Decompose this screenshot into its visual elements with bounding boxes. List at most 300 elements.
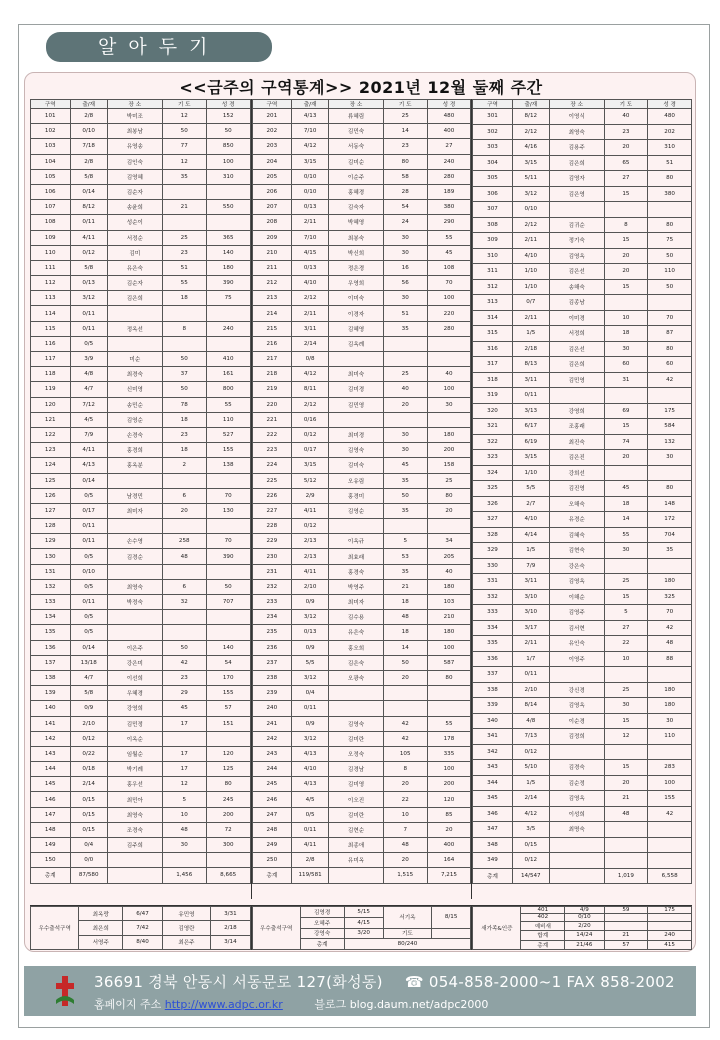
table-cell: 180 xyxy=(427,625,471,640)
table-cell: 224 xyxy=(252,458,291,473)
table-cell xyxy=(648,822,692,838)
table-cell: 홍오희 xyxy=(329,640,384,655)
table-cell: 280 xyxy=(427,169,471,184)
table-row xyxy=(473,806,692,822)
table-cell: 1/5 xyxy=(512,775,549,791)
table-cell: 800 xyxy=(206,382,250,397)
table-row xyxy=(252,686,471,701)
table-cell: 0/5 xyxy=(70,488,107,503)
column-header: 장 소 xyxy=(107,100,162,109)
table-cell: 3/13 xyxy=(512,403,549,419)
table-row xyxy=(252,595,471,610)
table-row xyxy=(473,388,692,404)
table-cell: 김은영 xyxy=(549,186,604,202)
table-cell: 30 xyxy=(604,698,648,714)
table-cell: 이성희 xyxy=(549,806,604,822)
table-cell: 23 xyxy=(604,124,648,140)
table-cell: 박혜영 xyxy=(329,215,384,230)
table-cell: 30 xyxy=(383,230,427,245)
table-cell: 김영혜 xyxy=(107,169,162,184)
table-cell: 4/12 xyxy=(292,139,329,154)
table-cell: 3/11 xyxy=(292,321,329,336)
table-row xyxy=(31,109,251,124)
table-cell: 105 xyxy=(383,746,427,761)
table-cell: 309 xyxy=(473,233,512,249)
table-cell: 송민순 xyxy=(107,397,162,412)
summary-cell: 유민영 xyxy=(162,907,210,921)
table-cell: 15 xyxy=(604,419,648,435)
table-cell: 133 xyxy=(31,595,71,610)
table-cell: 25 xyxy=(604,574,648,590)
table-cell: 서정희 xyxy=(549,326,604,342)
table-row xyxy=(31,291,251,306)
table-cell: 21 xyxy=(383,579,427,594)
table-row xyxy=(31,822,251,837)
table-cell: 0/5 xyxy=(70,549,107,564)
table-cell: 4/14 xyxy=(512,527,549,543)
table-cell: 20 xyxy=(383,670,427,685)
table-cell: 1,456 xyxy=(162,868,206,883)
table-cell: 김서현 xyxy=(549,620,604,636)
table-cell: 손수영 xyxy=(107,534,162,549)
table-cell: 232 xyxy=(252,579,291,594)
table-cell: 110 xyxy=(206,412,250,427)
table-cell: 302 xyxy=(473,124,512,140)
summary-label: 우수출석구역 xyxy=(252,907,300,950)
table-cell xyxy=(604,465,648,481)
table-cell: 80 xyxy=(427,488,471,503)
table-cell: 0/12 xyxy=(512,744,549,760)
table-cell: 29 xyxy=(162,686,206,701)
table-cell xyxy=(549,388,604,404)
table-cell: 3/12 xyxy=(512,186,549,202)
table-row xyxy=(252,109,471,124)
table-cell: 225 xyxy=(252,473,291,488)
table-cell: 4/7 xyxy=(70,382,107,397)
table-cell: 최봉숙 xyxy=(329,230,384,245)
table-row xyxy=(31,701,251,716)
table-cell: 480 xyxy=(648,109,692,125)
table-row xyxy=(252,473,471,488)
table-cell: 51 xyxy=(162,260,206,275)
table-cell: 283 xyxy=(648,760,692,776)
table-cell: 김경순 xyxy=(107,549,162,564)
table-cell: 313 xyxy=(473,295,512,311)
table-cell: 30 xyxy=(648,450,692,466)
table-cell xyxy=(107,868,162,883)
table-cell: 25 xyxy=(162,230,206,245)
table-cell: 2/10 xyxy=(292,579,329,594)
table-cell: 550 xyxy=(206,200,250,215)
table-cell: 315 xyxy=(473,326,512,342)
table-cell: 30 xyxy=(648,713,692,729)
table-row xyxy=(473,295,692,311)
table-cell: 584 xyxy=(648,419,692,435)
table-cell: 2/12 xyxy=(292,397,329,412)
table-cell xyxy=(107,306,162,321)
table-cell xyxy=(604,295,648,311)
table-cell: 339 xyxy=(473,698,512,714)
table-cell: 1/7 xyxy=(512,651,549,667)
summary-cell: 기도 xyxy=(383,928,431,939)
column-header: 출/재 xyxy=(512,100,549,109)
table-cell: 380 xyxy=(427,200,471,215)
table-cell: 117 xyxy=(31,352,71,367)
table-cell: 203 xyxy=(252,139,291,154)
table-cell: 8/12 xyxy=(512,109,549,125)
table-cell: 23 xyxy=(162,427,206,442)
table-cell: 5/10 xyxy=(512,760,549,776)
table-row xyxy=(252,853,471,868)
table-row xyxy=(473,744,692,760)
table-cell: 312 xyxy=(473,279,512,295)
table-cell: 104 xyxy=(31,154,71,169)
table-cell: 6/19 xyxy=(512,434,549,450)
table-cell: 1/10 xyxy=(512,279,549,295)
table-cell: 김주희 xyxy=(107,838,162,853)
table-cell: 300 xyxy=(206,838,250,853)
table-cell: 이경자 xyxy=(329,306,384,321)
table-cell: 229 xyxy=(252,534,291,549)
table-row xyxy=(31,731,251,746)
table-cell: 25 xyxy=(604,682,648,698)
table-cell: 319 xyxy=(473,388,512,404)
table-cell: 226 xyxy=(252,488,291,503)
table-cell: 최민아 xyxy=(107,792,162,807)
table-row xyxy=(31,230,251,245)
table-cell: 5 xyxy=(383,534,427,549)
table-cell: 200 xyxy=(427,777,471,792)
table-cell: 3/15 xyxy=(512,450,549,466)
column-header: 장 소 xyxy=(549,100,604,109)
table-cell: 206 xyxy=(252,184,291,199)
table-row xyxy=(252,534,471,549)
table-cell: 50 xyxy=(383,488,427,503)
homepage-link[interactable]: http://www.adpc.or.kr xyxy=(164,998,283,1011)
table-cell: 0/10 xyxy=(512,202,549,218)
table-cell: 김미경 xyxy=(329,382,384,397)
table-cell: 홍혜경 xyxy=(329,184,384,199)
table-cell: 최경숙 xyxy=(107,367,162,382)
table-cell: 1/5 xyxy=(512,543,549,559)
table-cell: 이영식 xyxy=(549,109,604,125)
table-row xyxy=(473,589,692,605)
table-cell: 35 xyxy=(383,473,427,488)
table-cell: 14 xyxy=(604,512,648,528)
table-cell: 강영희 xyxy=(549,403,604,419)
table-row xyxy=(252,139,471,154)
summary-cell: 김영란 xyxy=(162,921,210,935)
table-row xyxy=(252,610,471,625)
table-cell: 21 xyxy=(162,200,206,215)
table-cell: 유은숙 xyxy=(107,260,162,275)
table-cell xyxy=(329,868,384,883)
table-cell: 207 xyxy=(252,200,291,215)
table-cell: 8/12 xyxy=(70,200,107,215)
table-cell: 139 xyxy=(31,686,71,701)
table-cell: 4/10 xyxy=(512,512,549,528)
table-cell: 0/11 xyxy=(70,215,107,230)
table-cell: 송윤희 xyxy=(107,200,162,215)
table-row xyxy=(31,503,251,518)
table-cell: 15 xyxy=(604,279,648,295)
table-row xyxy=(252,777,471,792)
table-cell xyxy=(206,215,250,230)
table-cell: 총계 xyxy=(473,868,512,884)
column-header: 구역 xyxy=(473,100,512,109)
table-cell: 290 xyxy=(427,215,471,230)
table-cell: 31 xyxy=(604,372,648,388)
table-cell: 0/13 xyxy=(292,260,329,275)
table-cell: 김영숙 xyxy=(329,716,384,731)
table-cell xyxy=(549,744,604,760)
summary-block-1 xyxy=(30,906,251,950)
table-cell: 최미자 xyxy=(329,595,384,610)
table-cell: 80 xyxy=(648,481,692,497)
table-cell: 119 xyxy=(31,382,71,397)
table-cell: 30 xyxy=(604,543,648,559)
table-cell: 48 xyxy=(383,610,427,625)
table-cell: 최영숙 xyxy=(549,124,604,140)
table-cell: 0/11 xyxy=(70,534,107,549)
table-cell: 140 xyxy=(31,701,71,716)
table-cell: 72 xyxy=(206,822,250,837)
table-cell: 김은희 xyxy=(107,291,162,306)
table-cell: 172 xyxy=(648,512,692,528)
table-row xyxy=(31,564,251,579)
table-cell: 45 xyxy=(383,458,427,473)
table-cell: 3/9 xyxy=(70,352,107,367)
table-cell: 100 xyxy=(206,154,250,169)
table-cell: 1,019 xyxy=(604,868,648,884)
column-header: 구역 xyxy=(252,100,291,109)
table-cell: 최영숙 xyxy=(107,579,162,594)
table-cell xyxy=(604,853,648,869)
table-cell: 102 xyxy=(31,124,71,139)
table-cell: 161 xyxy=(206,367,250,382)
table-header-row xyxy=(473,100,692,109)
table-cell: 342 xyxy=(473,744,512,760)
table-cell: 158 xyxy=(427,458,471,473)
district-column-200 xyxy=(251,99,472,899)
table-cell: 164 xyxy=(427,853,471,868)
table-cell: 김인숙 xyxy=(107,154,162,169)
table-cell: 55 xyxy=(427,230,471,245)
table-cell: 유인숙 xyxy=(549,636,604,652)
table-row xyxy=(31,154,251,169)
summary-cell xyxy=(648,921,692,930)
table-row xyxy=(473,124,692,140)
table-row xyxy=(473,109,692,125)
table-cell: 107 xyxy=(31,200,71,215)
phone-fax-text: ☎ 054-858-2000~1 FAX 858-2002 xyxy=(404,973,675,991)
table-cell: 3/5 xyxy=(512,822,549,838)
table-cell: 강은숙 xyxy=(549,558,604,574)
district-column-100 xyxy=(30,99,251,899)
table-cell: 10 xyxy=(604,310,648,326)
column-header: 기 도 xyxy=(162,100,206,109)
table-cell: 박정숙 xyxy=(107,595,162,610)
table-cell: 75 xyxy=(648,233,692,249)
table-cell: 3/15 xyxy=(512,155,549,171)
table-cell: 30 xyxy=(604,341,648,357)
table-cell: 27 xyxy=(604,620,648,636)
table-cell: 70 xyxy=(427,276,471,291)
table-cell: 37 xyxy=(162,367,206,382)
table-cell: 0/7 xyxy=(512,295,549,311)
table-cell: 1,515 xyxy=(383,868,427,883)
table-cell: 236 xyxy=(252,640,291,655)
district-column-300 xyxy=(471,99,692,899)
table-cell: 280 xyxy=(427,321,471,336)
table-cell: 243 xyxy=(252,746,291,761)
table-row xyxy=(31,169,251,184)
table-cell: 김혜숙 xyxy=(549,527,604,543)
table-cell: 53 xyxy=(383,549,427,564)
table-cell: 45 xyxy=(427,245,471,260)
table-cell: 58 xyxy=(383,169,427,184)
summary-label: 우수출석구역 xyxy=(31,907,79,950)
table-cell: 0/16 xyxy=(292,412,329,427)
table-cell: 김혜영 xyxy=(329,321,384,336)
table-row xyxy=(473,155,692,171)
table-cell: 0/11 xyxy=(70,519,107,534)
table-cell: 141 xyxy=(31,716,71,731)
table-row xyxy=(252,230,471,245)
table-cell: 이미경 xyxy=(549,310,604,326)
summary-cell: 오혜주 xyxy=(300,917,344,928)
table-row xyxy=(473,357,692,373)
table-cell: 75 xyxy=(206,291,250,306)
district-table-300 xyxy=(472,99,692,884)
table-cell: 228 xyxy=(252,519,291,534)
table-cell xyxy=(604,558,648,574)
table-cell: 78 xyxy=(162,397,206,412)
table-cell: 김진영 xyxy=(549,481,604,497)
summary-cell: 14/24 xyxy=(565,931,604,940)
table-cell: 최미자 xyxy=(107,503,162,518)
table-cell: 180 xyxy=(427,579,471,594)
table-row xyxy=(31,458,251,473)
table-cell: 334 xyxy=(473,620,512,636)
table-cell: 326 xyxy=(473,496,512,512)
table-cell: 0/10 xyxy=(292,184,329,199)
table-row xyxy=(473,822,692,838)
table-cell: 손경숙 xyxy=(107,427,162,442)
table-cell: 0/9 xyxy=(292,640,329,655)
table-cell: 김순정 xyxy=(549,775,604,791)
table-cell: 2/12 xyxy=(512,124,549,140)
table-cell: 134 xyxy=(31,610,71,625)
table-cell: 0/9 xyxy=(292,716,329,731)
table-cell: 0/12 xyxy=(292,519,329,534)
table-cell: 30 xyxy=(383,427,427,442)
table-cell: 7/10 xyxy=(292,230,329,245)
table-cell xyxy=(329,701,384,716)
table-cell: 227 xyxy=(252,503,291,518)
table-cell xyxy=(206,336,250,351)
table-cell: 5/8 xyxy=(70,686,107,701)
table-row xyxy=(31,625,251,640)
table-cell: 249 xyxy=(252,838,291,853)
table-cell: 55 xyxy=(162,276,206,291)
table-cell: 318 xyxy=(473,372,512,388)
table-cell: 216 xyxy=(252,336,291,351)
summary-cell: 합계 xyxy=(521,931,565,940)
table-cell: 110 xyxy=(31,245,71,260)
table-cell: 0/10 xyxy=(292,169,329,184)
column-header: 기 도 xyxy=(383,100,427,109)
table-cell: 7/18 xyxy=(70,139,107,154)
summary-block-3 xyxy=(471,906,692,950)
table-cell: 류혜림 xyxy=(329,109,384,124)
table-cell: 2/14 xyxy=(292,336,329,351)
table-cell: 4/12 xyxy=(292,367,329,382)
table-row xyxy=(473,434,692,450)
table-cell: 김은진 xyxy=(549,450,604,466)
table-cell: 42 xyxy=(383,716,427,731)
table-cell: 이은주 xyxy=(107,640,162,655)
table-cell xyxy=(206,625,250,640)
table-cell: 21 xyxy=(604,791,648,807)
table-cell: 20 xyxy=(162,503,206,518)
table-cell: 4/5 xyxy=(70,412,107,427)
table-cell: 이미숙 xyxy=(329,291,384,306)
column-header: 성 경 xyxy=(206,100,250,109)
table-cell: 이옥규 xyxy=(329,534,384,549)
table-cell: 180 xyxy=(648,574,692,590)
table-cell: 2/11 xyxy=(292,215,329,230)
table-cell: 48 xyxy=(604,806,648,822)
table-cell: 70 xyxy=(206,488,250,503)
table-cell: 217 xyxy=(252,352,291,367)
summary-cell: 21 xyxy=(604,931,648,940)
table-cell: 14 xyxy=(383,124,427,139)
table-cell: 50 xyxy=(383,655,427,670)
table-row xyxy=(473,372,692,388)
table-cell: 4/7 xyxy=(70,670,107,685)
summary-cell: 2/18 xyxy=(211,921,251,935)
summary-cell: 총계 xyxy=(521,940,565,949)
table-row xyxy=(31,184,251,199)
summary-cell: 21/46 xyxy=(565,940,604,949)
table-row xyxy=(252,276,471,291)
table-row xyxy=(31,367,251,382)
table-cell xyxy=(604,388,648,404)
table-cell xyxy=(383,412,427,427)
table-cell: 2/8 xyxy=(292,853,329,868)
table-cell: 5 xyxy=(162,792,206,807)
table-cell: 4/12 xyxy=(512,806,549,822)
column-header: 기 도 xyxy=(604,100,648,109)
table-cell: 3/11 xyxy=(512,574,549,590)
table-row xyxy=(31,519,251,534)
table-cell: 50 xyxy=(648,248,692,264)
notice-banner: 알 아 두 기 xyxy=(46,32,272,62)
table-cell: 김미숙 xyxy=(329,458,384,473)
table-cell: 380 xyxy=(648,186,692,202)
table-cell: 홍경숙 xyxy=(329,564,384,579)
blog-text[interactable]: 블로그 blog.daum.net/adpc2000 xyxy=(314,998,489,1011)
table-cell: 328 xyxy=(473,527,512,543)
table-cell xyxy=(383,352,427,367)
table-row xyxy=(31,427,251,442)
table-cell: 211 xyxy=(252,260,291,275)
table-cell: 20 xyxy=(604,248,648,264)
table-row xyxy=(252,245,471,260)
table-cell: 180 xyxy=(427,427,471,442)
table-row xyxy=(473,853,692,869)
